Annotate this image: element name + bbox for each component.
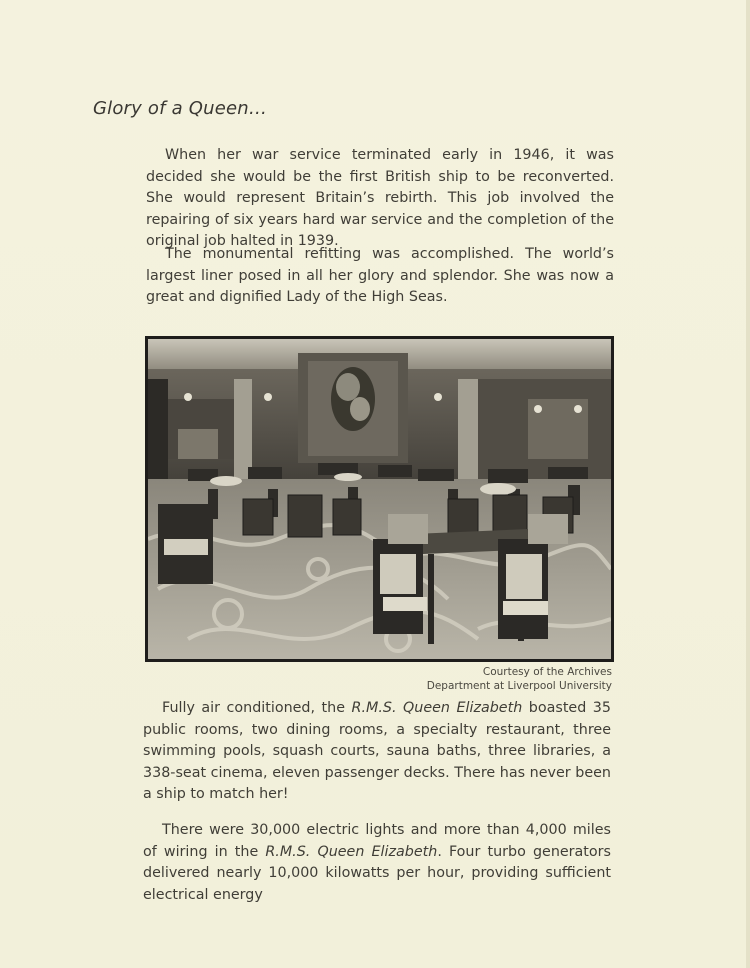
paragraph-air-conditioned-text-b: boasted 35 public rooms, two dining rooms, a specialty restaurant, three swimming pools, squash courts, sauna baths, three libraries, a 338-seat cinema, eleven passenger decks. There has never been a ship to match her! — [143, 700, 611, 802]
paragraph-air-conditioned-text-a: Fully air conditioned, the — [162, 700, 352, 716]
paragraph-war-service — [146, 145, 614, 253]
page-edge — [746, 0, 750, 968]
dining-room-photo-image — [148, 339, 611, 659]
paragraph-refitting — [146, 244, 614, 309]
ship-name: R.M.S. Queen Elizabeth — [265, 843, 438, 860]
paragraph-refitting-text: The monumental refitting was accomplished. The world’s largest liner posed in all her glory and splendor. She was now a great and dignified Lady of the High Seas. — [146, 246, 614, 305]
paragraph-war-service-text: When her war service terminated early in 1946, it was decided she would be the first British ship to be reconverted. She would represent Britain’s rebirth. This job involved the repairing of six years hard war service and the completion of the original job halted in 1939. — [146, 147, 614, 249]
caption-line-2: Department at Liverpool University — [426, 680, 612, 692]
caption-line-1: Courtesy of the Archives — [482, 666, 612, 678]
page-heading: Glory of a Queen… — [93, 98, 268, 119]
paragraph-air-conditioned — [143, 698, 611, 806]
dining-room-photo — [145, 336, 614, 662]
paragraph-electric-text-a: There were 30,000 electric lights and more than 4,000 miles of wiring in the — [143, 822, 611, 860]
paragraph-electric-text-b: . Four turbo generators delivered nearly 10,000 kilowatts per hour, providing sufficient electrical energy — [143, 843, 611, 903]
photo-caption — [427, 665, 612, 693]
ship-name: R.M.S. Queen Elizabeth — [351, 700, 523, 716]
paragraph-electric — [143, 820, 611, 906]
